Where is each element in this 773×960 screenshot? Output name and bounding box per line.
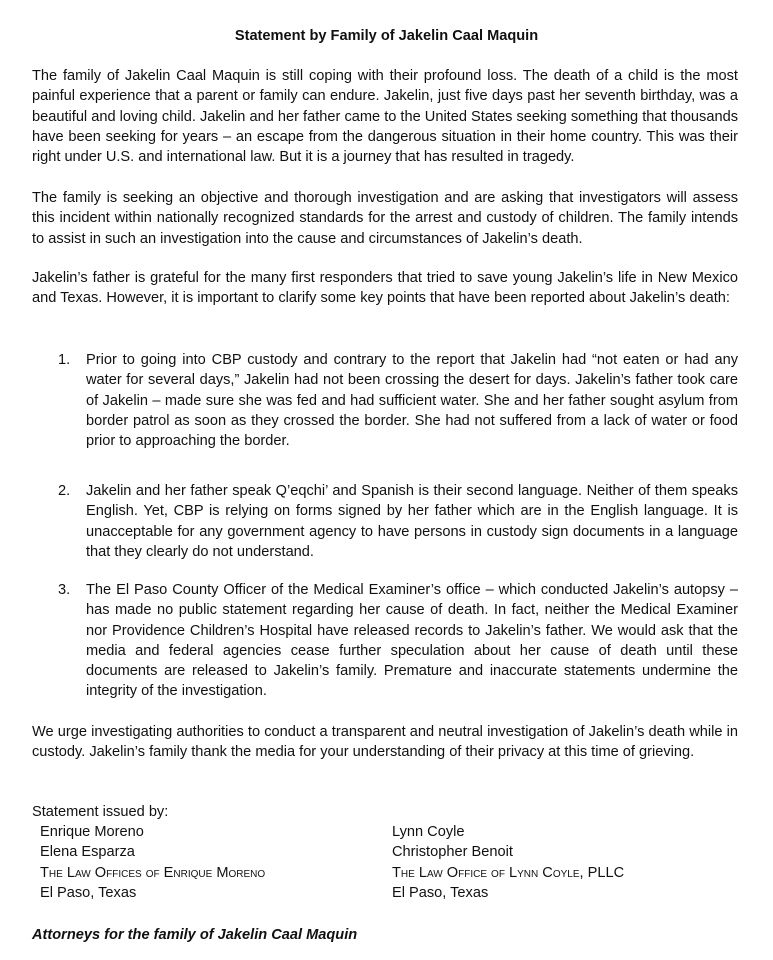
list-item-2 — [58, 481, 738, 562]
law-firm-name: The Law Office of Lynn Coyle, PLLC — [392, 864, 625, 881]
signatory-block-left — [40, 822, 265, 903]
signatory-name: Elena Esparza — [40, 844, 135, 861]
attorneys-footer: Attorneys for the family of Jakelin Caal Maquin — [32, 927, 358, 943]
issued-by-label: Statement issued by: — [32, 804, 169, 820]
list-text: Prior to going into CBP custody and contrary to the report that Jakelin had “not eaten or had any water for several days,” Jakelin had not been crossing the desert for days. Jakelin’s father took care of Jakelin – made sure she was fed and had sufficient water. She and her father sought asylum from border patrol as soon as they crossed the border. She had not suffered from a lack of water or food prior to approaching the border. — [86, 352, 738, 450]
document-title: Statement by Family of Jakelin Caal Maquin — [234, 28, 539, 44]
signatory-city: El Paso, Texas — [392, 884, 489, 901]
signatory-name: Enrique Moreno — [40, 824, 144, 840]
list-item-3 — [58, 580, 738, 702]
signatory-name: Christopher Benoit — [392, 844, 513, 861]
list-text: Jakelin and her father speak Q’eqchi’ and Spanish is their second language. Neither of them speaks English. Yet, CBP is relying on forms signed by her father which are in the English language. It is unacceptable for any government agency to have persons in custody sign documents in a language that they clearly do not understand. — [86, 483, 738, 560]
paragraph-clarification: Jakelin’s father is grateful for the many first responders that tried to save young Jakelin’s life in New Mexico and Texas. However, it is important to clarify some key points that have been reported about Jakelin’s death: — [32, 270, 738, 307]
signatory-city: El Paso, Texas — [40, 884, 137, 901]
list-item-1 — [58, 350, 738, 451]
paragraph-investigation: The family is seeking an objective and thorough investigation and are asking that investigators will assess this incident within nationally recognized standards for the arrest and custody of children. The family intends to assist in such an investigation into the cause and circumstances of Jakelin’s death. — [32, 190, 738, 247]
list-number: 3. — [58, 582, 71, 598]
list-text: The El Paso County Officer of the Medical Examiner’s office – which conducted Jakelin’s autopsy – has made no public statement regarding her cause of death. In fact, neither the Medical Examiner nor Providence Children’s Hospital have released records to Jakelin’s father. We would ask that the media and federal agencies cease further speculation about her cause of death until these documents are released to Jakelin’s family. Premature and inaccurate statements undermine the integrity of the investigation. — [86, 582, 738, 700]
signatory-block-right — [392, 822, 624, 903]
paragraph-closing: We urge investigating authorities to conduct a transparent and neutral investigation of Jakelin’s death while in custody. Jakelin’s family thank the media for your understanding of their privacy at this time of grieving. — [32, 724, 738, 761]
list-number: 1. — [58, 352, 71, 368]
paragraph-intro: The family of Jakelin Caal Maquin is still coping with their profound loss. The death of a child is the most painful experience that a parent or family can endure. Jakelin, just five days past her seventh birthday, was a beautiful and loving child. Jakelin and her father came to the United States seeking something that thousands have been seeking for years – an escape from the dangerous situation in their home country. This was their right under U.S. and international law. But it is a journey that has resulted in tragedy. — [32, 68, 738, 166]
signatory-name: Lynn Coyle — [392, 824, 465, 840]
list-number: 2. — [58, 483, 71, 499]
law-firm-name: The Law Offices of Enrique Moreno — [40, 864, 266, 881]
